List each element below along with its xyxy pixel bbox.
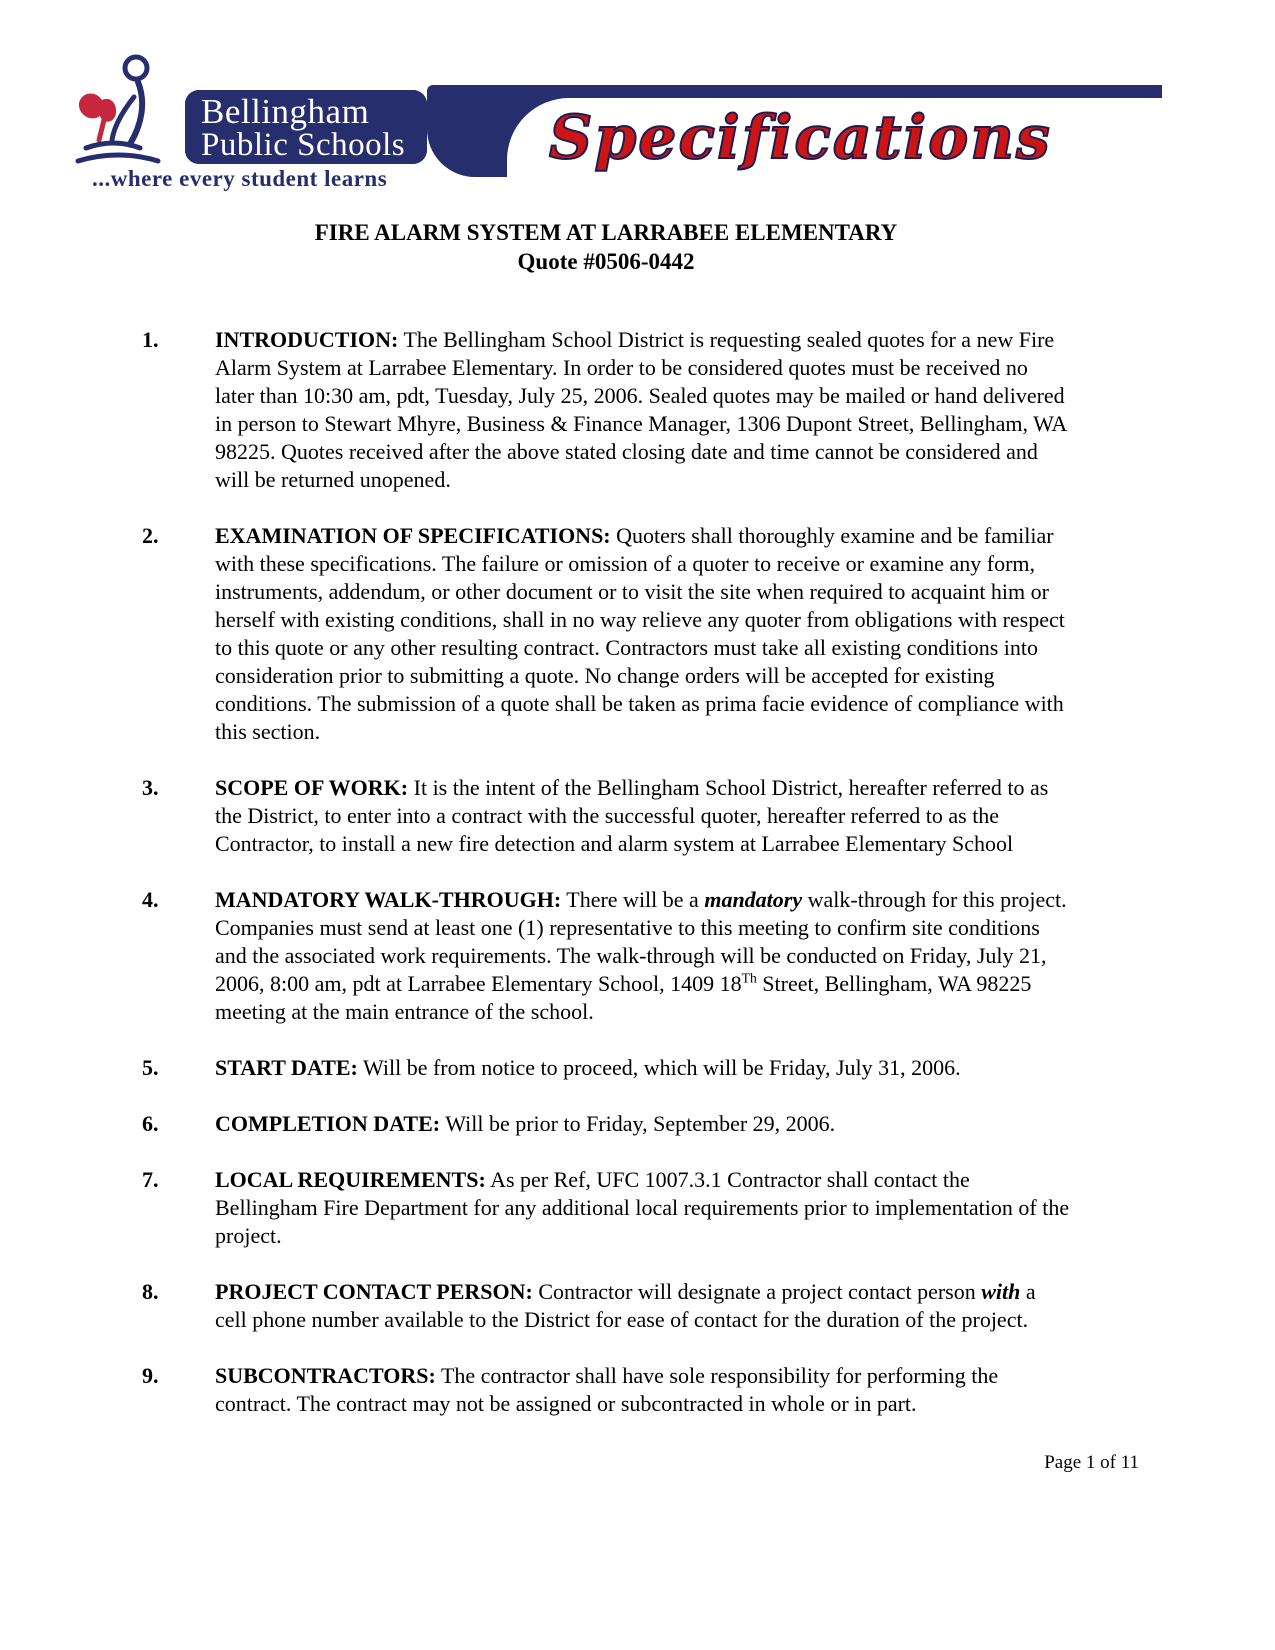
section-text xyxy=(215,774,1070,858)
section-subcontractors xyxy=(142,1362,1070,1418)
section-text xyxy=(215,1054,1070,1082)
section-body: There will be a xyxy=(566,887,705,912)
section-heading: START DATE: xyxy=(215,1055,358,1080)
section-heading: SCOPE OF WORK: xyxy=(215,775,409,800)
section-text xyxy=(215,1110,1070,1138)
section-number: 4. xyxy=(142,887,159,912)
section-body: The contractor shall have sole responsibility for performing the contract. The contract may not be assigned or subcontracted in whole or in part. xyxy=(215,1363,999,1416)
section-heading: INTRODUCTION: xyxy=(215,327,399,352)
section-number: 6. xyxy=(142,1111,159,1136)
section-body: Quoters shall thoroughly examine and be familiar with these specifications. The failure or omission of a quoter to receive or examine any form, instruments, addendum, or other document or to visit the site when required to acquaint him or herself with existing conditions, shall in no way relieve any quoter from obligations with respect to this quote or any other resulting contract. Contractors must take all existing conditions into consideration prior to submitting a quote. No change orders will be accepted for existing conditions. The submission of a quote shall be taken as prima facie evidence of compliance with this section. xyxy=(215,523,1065,744)
section-body: a cell phone number available to the District for ease of contact for the duration of the project. xyxy=(215,1279,1036,1332)
section-emphasis: mandatory xyxy=(704,887,803,912)
section-body: The Bellingham School District is requesting sealed quotes for a new Fire Alarm System at Larrabee Elementary. In order to be considered quotes must be received no later than 10:30 am, pdt, Tuesday, July 25, 2006. Sealed quotes may be mailed or hand delivered in person to Stewart Mhyre, Business & Finance Manager, 1306 Dupont Street, Bellingham, WA 98225. Quotes received after the above stated closing date and time cannot be considered and will be returned unopened. xyxy=(215,327,1067,492)
district-logo-box xyxy=(185,90,427,164)
section-scope-of-work xyxy=(142,774,1070,858)
section-introduction xyxy=(142,326,1070,494)
section-body: Will be prior to Friday, September 29, 2006. xyxy=(445,1111,836,1136)
section-number: 7. xyxy=(142,1167,159,1192)
section-body: walk-through for this project. Companies must send at least one (1) representative to this meeting to confirm site conditions and the associated work requirements. The walk-through will be conducted on Friday, July 21, 2006, 8:00 am, pdt at Larrabee Elementary School, 1409 18 xyxy=(215,887,1067,996)
section-body: Contractor will designate a project contact person xyxy=(538,1279,982,1304)
section-number: 8. xyxy=(142,1279,159,1304)
document-title xyxy=(142,218,1070,276)
superscript: Th xyxy=(741,970,757,986)
section-project-contact-person xyxy=(142,1278,1070,1334)
district-name-line1: Bellingham xyxy=(201,92,370,131)
student-figure-icon xyxy=(72,52,184,174)
section-number: 5. xyxy=(142,1055,159,1080)
section-body: It is the intent of the Bellingham School District, hereafter referred to as the District, to enter into a contract with the successful quoter, hereafter referred to as the Contractor, to install a new fire detection and alarm system at Larrabee Elementary School xyxy=(215,775,1049,856)
section-number: 3. xyxy=(142,775,159,800)
letterhead xyxy=(0,52,1275,194)
section-text xyxy=(215,1278,1070,1334)
section-examination xyxy=(142,522,1070,746)
section-text xyxy=(215,326,1070,494)
section-start-date xyxy=(142,1054,1070,1082)
specifications-title: Specifications xyxy=(549,102,1052,173)
section-heading: PROJECT CONTACT PERSON: xyxy=(215,1279,533,1304)
section-number: 2. xyxy=(142,523,159,548)
section-text xyxy=(215,1362,1070,1418)
section-body: Will be from notice to proceed, which will be Friday, July 31, 2006. xyxy=(362,1055,961,1080)
section-body: Street, Bellingham, WA 98225 meeting at the main entrance of the school. xyxy=(215,971,1032,1024)
section-body: As per Ref, UFC 1007.3.1 Contractor shall contact the Bellingham Fire Department for any additional local requirements prior to implementation of the project. xyxy=(215,1167,1070,1248)
page-number: Page 1 of 11 xyxy=(1044,1452,1139,1473)
section-heading: MANDATORY WALK-THROUGH: xyxy=(215,887,562,912)
section-number: 1. xyxy=(142,327,159,352)
section-mandatory-walkthrough xyxy=(142,886,1070,1026)
specifications-banner xyxy=(427,85,1162,177)
section-emphasis: with xyxy=(981,1279,1021,1304)
section-text xyxy=(215,522,1070,746)
document-title-line1: FIRE ALARM SYSTEM AT LARRABEE ELEMENTARY xyxy=(314,220,898,245)
district-tagline: ...where every student learns xyxy=(92,166,388,191)
section-local-requirements xyxy=(142,1166,1070,1250)
section-heading: EXAMINATION OF SPECIFICATIONS: xyxy=(215,523,611,548)
section-heading: LOCAL REQUIREMENTS: xyxy=(215,1167,486,1192)
section-heading: COMPLETION DATE: xyxy=(215,1111,441,1136)
specifications-banner-inner xyxy=(507,98,1162,177)
district-name-line2: Public Schools xyxy=(201,127,406,163)
document-title-line2: Quote #0506-0442 xyxy=(517,249,695,274)
section-text xyxy=(215,1166,1070,1250)
section-heading: SUBCONTRACTORS: xyxy=(215,1363,436,1388)
section-number: 9. xyxy=(142,1363,159,1388)
section-completion-date xyxy=(142,1110,1070,1138)
section-text xyxy=(215,886,1070,1026)
district-logo-icon xyxy=(72,52,184,179)
